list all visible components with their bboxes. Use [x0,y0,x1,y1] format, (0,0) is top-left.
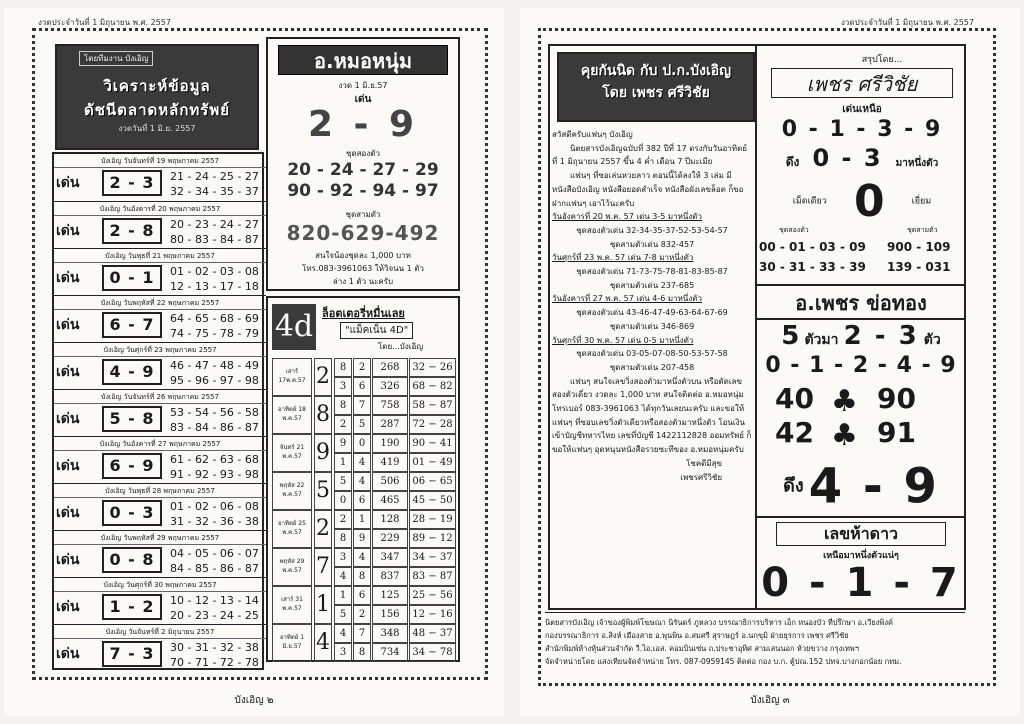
day-lead: เด่น [56,505,80,521]
footer-credits [545,612,965,668]
article-sign-2: เพชรศรีวิชัย [680,472,722,482]
fourd-cell: 8 [353,567,371,586]
fourd-cell: 48 − 37 [409,624,456,643]
fourd-cell: 4 [334,567,352,586]
day-row [54,530,266,577]
fourd-byline: โดย...บังเอิญ [378,342,424,351]
day-row [54,436,266,483]
footer-line-2: กองบรรณาธิการ อ.สิงห์ เมืองสาย อ.พุนพิน อ.สมศรี สุราษฎร์ อ.นกขุมิ ฝ่ายธุรการ เพชร ศรีวิชัย [545,631,849,640]
fourd-big-digit: 2 [314,510,332,548]
day-numbers [170,169,259,199]
fourd-cell: 8 [334,529,352,548]
phet-c2: 90 [877,382,916,415]
fourd-cell: 06 − 65 [409,472,456,491]
banner-title-2: ดัชนีตลาดหลักทรัพย์ [83,101,231,119]
day-numbers [170,546,259,576]
day-numbers [170,405,259,435]
chat-banner-line-1: คุยกันนิด กับ ป.ก.บังเอิญ [580,63,732,79]
day-numbers [170,499,259,529]
article-sign-1: โชคดีมีสุข [686,458,722,468]
day-pair: 6 - 7 [102,312,162,338]
phet-pair: 2 - 3 [843,321,919,351]
fourd-title: ล็อตเตอรี่หมื่นเลย [322,307,405,320]
fourd-cell: 7 [353,396,371,415]
day-pair: 6 - 9 [102,453,162,479]
day-lead: เด่น [56,175,80,191]
article-day-3-three: ชุดสามตัวเด่น 346-869 [609,321,695,331]
fourd-cell: 6 [353,586,371,605]
summary-three-2: 139 - 031 [887,260,951,274]
day-row [54,624,266,671]
fourd-cell: 25 − 56 [409,586,456,605]
day-pair: 0 - 3 [102,500,162,526]
fourd-cell: 6 [353,377,371,396]
fourd-cell: 837 [372,567,408,586]
day-numbers [170,264,259,294]
fourd-date: พฤหัส 22 พ.ค.57 [272,472,312,510]
fourd-cell: 3 [334,643,352,662]
day-date: บังเอิญ วันอังคารที่ 20 พฤษภาคม 2557 [54,202,266,216]
fourd-cell: 6 [353,491,371,510]
article-para-2: แฟนๆ ที่ซอเล่นหวยลาว ตอนนี้ได้ลงให้ 3 เล่ม มีหนังสือบังเอิญ หนังสือยอดสำเร็จ หนังสือผังเลขล็อต ก็ขอฝากแฟนๆ เอาไว้นะครับ [552,171,744,208]
fourd-big-digit: 9 [314,434,332,472]
monk-two-1: 20 - 24 - 27 - 29 [287,160,439,180]
fourd-cell: 2 [353,358,371,377]
star-note: เหนือมาหนึ่งตัวแน่ๆ [823,551,899,561]
fourd-cell: 58 − 87 [409,396,456,415]
fourd-cell: 506 [372,472,408,491]
day-date: บังเอิญ วันจันทร์ที่ 19 พฤษภาคม 2557 [54,154,266,168]
fourd-cell: 34 − 78 [409,643,456,662]
summary-dig: 0 - 3 [812,144,883,172]
fourd-cell: 125 [372,586,408,605]
fourd-big-digit: 1 [314,586,332,624]
day-numbers-2: 74 - 75 - 78 - 79 [170,327,259,340]
summary-top: 0 - 1 - 3 - 9 [781,117,943,142]
phet-big: 4 - 9 [808,458,939,515]
summary-single-note: เยี่ยม [911,196,932,207]
footer-line-1: นิตยสารบังเอิญ เจ้าของผู้พิมพ์โฆษณา นิรันดร์ ภูหลวง บรรณาธิการบริหาร เอ็ก หนองบัว ที่ปรึกษา อ.เวียงพิงค์ [545,618,894,627]
fourd-cell: 1 [353,510,371,529]
day-date: บังเอิญ วันจันทร์ที่ 2 มิถุนายน 2557 [54,625,266,639]
phet-big-row [757,458,965,515]
fourd-cell: 2 [353,605,371,624]
day-lead: เด่น [56,646,80,662]
day-numbers-2: 80 - 83 - 84 - 87 [170,233,259,246]
monk-two-label: ชุดสองตัว [346,149,380,158]
club-icon: ♣ [831,418,858,453]
day-pair: 2 - 3 [102,170,162,196]
analysis-banner [55,44,259,150]
summary-two-label: ชุดสองตัว [779,226,809,234]
summary-top-label: เด่นเหนือ [842,104,882,115]
fourd-cell: 190 [372,434,408,453]
day-numbers-1: 21 - 24 - 25 - 27 [170,170,259,183]
phet-seq: 0 - 1 - 2 - 4 - 9 [765,353,957,378]
summary-two-1: 00 - 01 - 03 - 09 [759,240,866,254]
day-numbers [170,358,259,388]
fourd-cell: 5 [334,472,352,491]
right-header: งวดประจำวันที่ 1 มิถุนายน พ.ศ. 2557 [841,18,974,27]
fourd-row [272,548,456,586]
day-lead: เด่น [56,599,80,615]
summary-by: สรุปโดย... [861,55,903,65]
summary-two-2: 30 - 31 - 33 - 39 [759,260,866,274]
summary-three-1: 900 - 109 [887,240,951,254]
banner-byline: โดยทีมงาน บังเอิญ [79,51,153,66]
day-numbers-2: 95 - 96 - 97 - 98 [170,374,259,387]
day-numbers-1: 46 - 47 - 48 - 49 [170,359,259,372]
phet-five: 5 [781,321,800,351]
fourd-date: อาทิตย์ 25 พ.ค.57 [272,510,312,548]
fourd-row [272,434,456,472]
fourd-cell: 287 [372,415,408,434]
star-divider [757,516,965,518]
article-day-1-two: ชุดสองตัวเด่น 32-34-35-37-52-53-54-57 [576,225,728,235]
summary-dig-note: มาหนึ่งตัว [895,158,939,169]
article-para-1: นิตยสารบังเอิญฉบับที่ 382 ปีที่ 17 ตรงกับวันอาทิตย์ที่ 1 มิถุนายน 2557 ขึ้น 4 ค่ำ เดือน 7 ปีมะเมีย [552,143,747,167]
day-lead: เด่น [56,223,80,239]
fourd-logo: 4d [272,304,316,350]
fourd-cell: 89 − 12 [409,529,456,548]
phet-title: อ.เพชร ข่อทอง [795,291,927,315]
chat-banner [557,52,755,122]
phet-five-row [757,320,965,356]
day-pair: 0 - 8 [102,547,162,573]
fourd-cell: 2 [334,510,352,529]
day-lead: เด่น [56,317,80,333]
summary-dig-label: ดึง [785,155,800,169]
fourd-cell: 268 [372,358,408,377]
fourd-cell: 758 [372,396,408,415]
chat-banner-line-2: โดย เพชร ศรีวิชัย [602,85,710,101]
day-pair: 2 - 8 [102,218,162,244]
fourd-cell: 419 [372,453,408,472]
article-day-2-three: ชุดสามตัวเด่น 237-685 [609,280,695,290]
summary-divider [757,284,965,286]
fourd-cell: 9 [334,434,352,453]
left-page-number: บังเอิญ ๒ [234,695,274,706]
fourd-subtitle: "แม็คเน็น 4D" [340,322,413,339]
fourd-cell: 7 [353,624,371,643]
day-numbers-2: 83 - 84 - 86 - 87 [170,421,259,434]
footer-line-4: จัดจำหน่ายโดย แสงเทียนจัดจำหน่าย โทร. 087-0959145 ติดต่อ กอง บ.ก. ตู้ปณ.152 ปทจ.บางกอกน้อย กทม. [545,657,902,666]
monk-title: อ.หมอหนุ่ม [278,45,448,75]
fourd-panel [266,296,460,662]
day-lead: เด่น [56,411,80,427]
monk-pair: 2 - 9 [307,104,419,145]
day-numbers-2: 70 - 71 - 72 - 78 [170,656,259,669]
day-lead: เด่น [56,364,80,380]
article-day-4-two: ชุดสองตัวเด่น 03-05-07-08-50-53-57-58 [576,349,728,359]
fourd-cell: 45 − 50 [409,491,456,510]
day-numbers-1: 01 - 02 - 06 - 08 [170,500,259,513]
fourd-cell: 34 − 37 [409,548,456,567]
fourd-cell: 2 [334,415,352,434]
day-numbers [170,640,259,670]
summary-three-label: ชุดสามตัว [907,226,938,234]
monk-two-2: 90 - 92 - 94 - 97 [287,181,439,201]
day-lead: เด่น [56,552,80,568]
fourd-cell: 83 − 87 [409,567,456,586]
phet-unit: ตัว [923,332,941,348]
fourd-cell: 68 − 82 [409,377,456,396]
day-numbers-1: 30 - 31 - 32 - 38 [170,641,259,654]
day-numbers-1: 53 - 54 - 56 - 58 [170,406,259,419]
banner-date: งวดวันที่ 1 มิ.ย. 2557 [118,124,196,133]
summary-column [757,48,967,277]
fourd-cell: 32 − 26 [409,358,456,377]
fourd-cell: 3 [334,548,352,567]
monk-three: 820-629-492 [286,221,440,245]
fourd-cell: 9 [353,529,371,548]
fourd-row [272,396,456,434]
day-date: บังเอิญ วันจันทร์ที่ 26 พฤษภาคม 2557 [54,390,266,404]
fourd-date: อาทิตย์ 18 พ.ค.57 [272,396,312,434]
fourd-cell: 128 [372,510,408,529]
day-date: บังเอิญ วันศุกร์ที่ 30 พฤษภาคม 2557 [54,578,266,592]
phet-come: ตัวมา [804,332,839,348]
article-day-4: วันศุกร์ที่ 30 พ.ค. 57 เด่น 0-5 มาหนึ่งตัว [552,335,694,345]
day-numbers-2: 84 - 85 - 86 - 87 [170,562,259,575]
fourd-cell: 28 − 19 [409,510,456,529]
day-numbers-2: 12 - 13 - 17 - 18 [170,280,259,293]
article-day-3: วันอังคารที่ 27 พ.ค. 57 เด่น 4-6 มาหนึ่งตัว [552,294,702,304]
day-numbers [170,311,259,341]
fourd-row [272,510,456,548]
fourd-cell: 5 [353,415,371,434]
fourd-cell: 5 [334,605,352,624]
fourd-big-digit: 4 [314,624,332,662]
fourd-cell: 1 [334,453,352,472]
monk-note-1: สนใจน้องชุดละ 1,000 บาท [315,251,411,260]
fourd-big-digit: 2 [314,358,332,396]
fourd-cell: 4 [353,472,371,491]
club-icon: ♣ [831,384,858,419]
fourd-cell: 4 [353,453,371,472]
editor-article [552,128,752,484]
fourd-big-digit: 7 [314,548,332,586]
day-row [54,154,266,201]
day-numbers-2: 31 - 32 - 36 - 38 [170,515,259,528]
article-day-4-three: ชุดสามตัวเด่น 207-458 [609,362,695,372]
fourd-row [272,586,456,624]
day-numbers-1: 04 - 05 - 06 - 07 [170,547,259,560]
fourd-date: จันทร์ 21 พ.ค.57 [272,434,312,472]
monk-three-label: ชุดสามตัว [345,210,381,219]
fourd-cell: 8 [353,643,371,662]
day-numbers [170,593,259,623]
day-date: บังเอิญ วันพุธที่ 28 พฤษภาคม 2557 [54,484,266,498]
day-row [54,342,266,389]
day-lead: เด่น [56,458,80,474]
day-date: บังเอิญ วันอังคารที่ 27 พฤษภาคม 2557 [54,437,266,451]
article-day-1: วันอังคารที่ 20 พ.ค. 57 เด่น 3-5 มาหนึ่งตัว [552,212,702,222]
day-lead: เด่น [56,270,80,286]
phet-c1: 40 [775,382,814,415]
fourd-cell: 0 [334,491,352,510]
monk-panel [266,37,460,291]
left-header: งวดประจำวันที่ 1 มิถุนายน พ.ศ. 2557 [38,18,171,27]
day-numbers-1: 01 - 02 - 03 - 08 [170,265,259,278]
day-row [54,577,266,624]
fourd-cell: 72 − 28 [409,415,456,434]
fourd-date: อาทิตย์ 1 มิ.ย.57 [272,624,312,662]
phet-c4: 91 [877,416,916,449]
fourd-big-digit: 8 [314,396,332,434]
fourd-cell: 1 [334,586,352,605]
day-numbers-1: 20 - 23 - 24 - 27 [170,218,259,231]
day-row [54,248,266,295]
footer-line-3: สำนักพิมพ์ห้างหุ้นส่วนจำกัด วี.ไอ.เอส. คอมบินเซ่น ถ.ประชาอุทิศ สามเสนนอก ห้วยขวาง กรุงเทพฯ [545,644,859,653]
day-numbers-2: 20 - 23 - 24 - 25 [170,609,259,622]
fourd-cell: 156 [372,605,408,624]
day-pair: 1 - 2 [102,594,162,620]
article-day-1-three: ชุดสามตัวเด่น 832-457 [609,239,695,249]
fourd-big-digit: 5 [314,472,332,510]
fourd-cell: 3 [334,377,352,396]
fourd-cell: 90 − 41 [409,434,456,453]
fourd-cell: 4 [334,624,352,643]
day-row [54,483,266,530]
fourd-cell: 348 [372,624,408,643]
article-para-3: แฟนๆ สนใจเลขวิ่งสองตัวมาหนึ่งตัวบน หรือตัดเลขสองตัวเดี่ยว งวดละ 1,000 บาท สนใจติดต่อ อ.หมอหนุ่ม โทรเบอร์ 083-3961063 ได้ทุกวันเลยนะครับ และขอให้แฟนๆ ที่ซอบเลขวิ่งตัวเดียวหรือสองตัวมาหนึ่งตัว โอนเงินเข้าบัญชีทหารไทย เลขที่บัญชี 1422112828 ออมทรัพย์ ก็ขอให้แฟนๆ อุดหนุนหนังสือรวยซะทีของ อ.หมอหนุ่มครับ [552,376,752,455]
day-numbers-2: 91 - 92 - 93 - 98 [170,468,259,481]
fourd-row [272,624,456,662]
fourd-date: เสาร์ 17พ.ค.57 [272,358,312,396]
fourd-cell: 734 [372,643,408,662]
day-date: บังเอิญ วันพฤหัสที่ 29 พฤษภาคม 2557 [54,531,266,545]
phet-club-grid [757,382,965,453]
phet-c3: 42 [775,416,814,449]
monk-note-2: โทร.083-3961063 ให้วิจนน 1 ตัว [302,264,424,273]
summary-name: เพชร ศรีวิชัย [771,68,953,98]
banner-title-1: วิเคราะห์ข้อมูล [103,77,211,95]
article-day-2: วันศุกร์ที่ 23 พ.ค. 57 เด่น 7-8 มาหนึ่งตัว [552,253,694,263]
day-row [54,389,266,436]
article-day-3-two: ชุดสองตัวเด่น 43-46-47-49-63-64-67-69 [576,308,728,318]
monk-note-3: ล่าง 1 ตัว นะครับ [332,277,394,286]
fourd-cell: 4 [353,548,371,567]
day-date: บังเอิญ วันพฤหัสที่ 22 พฤษภาคม 2557 [54,296,266,310]
fourd-cell: 347 [372,548,408,567]
article-greet: สวัสดีครับแฟนๆ บังเอิญ [552,130,633,139]
fourd-cell: 229 [372,529,408,548]
day-numbers-2: 32 - 34 - 35 - 37 [170,185,259,198]
day-numbers-1: 10 - 12 - 13 - 14 [170,594,259,607]
fourd-cell: 326 [372,377,408,396]
day-numbers [170,217,259,247]
article-day-2-two: ชุดสองตัวเด่น 71-73-75-78-81-83-85-87 [576,267,728,277]
monk-draw: งวด 1 มิ.ย.57 [338,81,388,90]
day-row [54,295,266,342]
day-date: บังเอิญ วันพุธที่ 21 พฤษภาคม 2557 [54,249,266,263]
monk-lead: เด่น [354,94,372,105]
fourd-cell: 12 − 16 [409,605,456,624]
day-date: บังเอิญ วันศุกร์ที่ 23 พฤษภาคม 2557 [54,343,266,357]
day-numbers-1: 61 - 62 - 63 - 68 [170,453,259,466]
day-numbers-1: 64 - 65 - 68 - 69 [170,312,259,325]
daily-forecast-list [52,152,264,670]
day-numbers [170,452,259,482]
day-pair: 4 - 9 [102,359,162,385]
fourd-cell: 01 − 49 [409,453,456,472]
day-row [54,201,266,248]
day-pair: 0 - 1 [102,265,162,291]
star-title: เลขห้าดาว [776,522,946,546]
fourd-row [272,358,456,396]
day-pair: 7 - 3 [102,641,162,667]
star-number: 0 - 1 - 7 [761,560,961,606]
right-page-number: บังเอิญ ๓ [750,695,790,706]
summary-single-label: เม็ดเดียว [792,196,827,207]
fourd-cell: 8 [334,396,352,415]
fourd-cell: 8 [334,358,352,377]
summary-single: 0 [853,175,885,227]
day-pair: 5 - 8 [102,406,162,432]
fourd-date: เสาร์ 31 พ.ค.57 [272,586,312,624]
fourd-cell: 465 [372,491,408,510]
phet-pull: ดึง [783,475,804,497]
fourd-row [272,472,456,510]
fourd-cell: 0 [353,434,371,453]
fourd-date: พฤหัส 29 พ.ค.57 [272,548,312,586]
